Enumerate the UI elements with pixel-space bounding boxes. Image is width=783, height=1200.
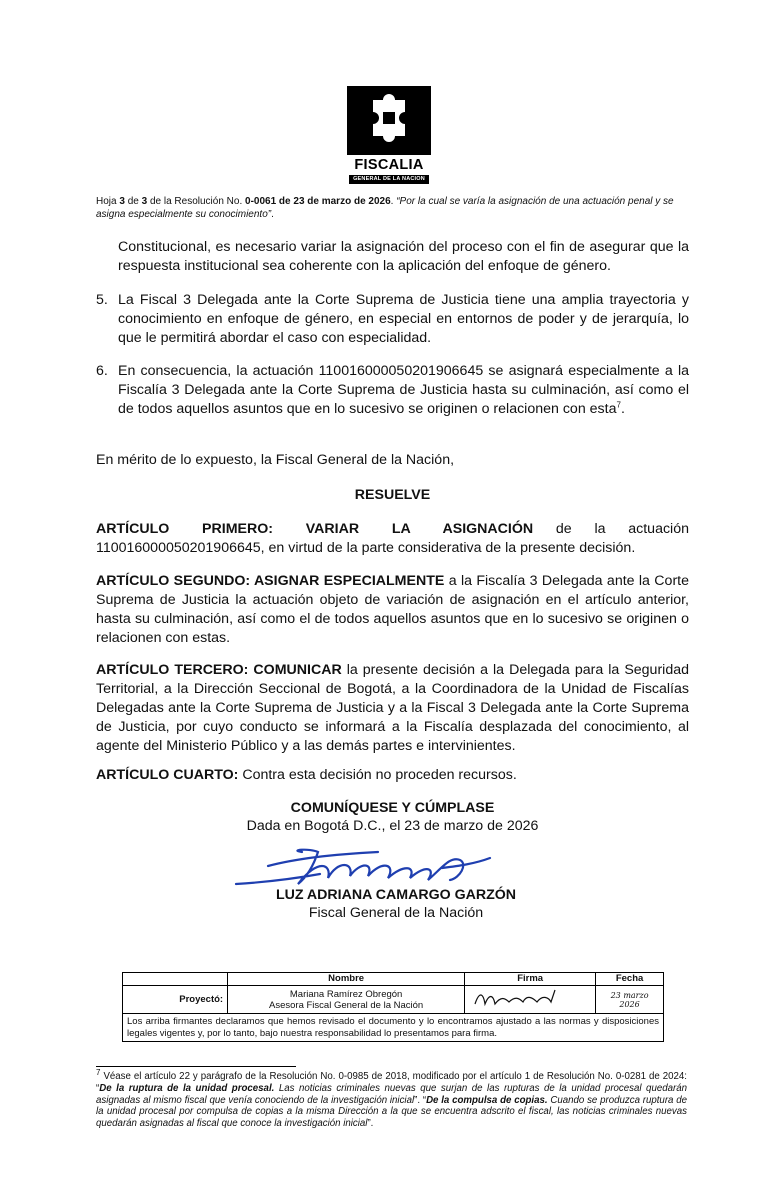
article-3-heading: ARTÍCULO TERCERO: COMUNICAR bbox=[96, 662, 342, 678]
col-header-firma: Firma bbox=[465, 973, 596, 986]
dada-line: Dada en Bogotá D.C., el 23 de marzo de 2026 bbox=[246, 818, 539, 834]
footnote-ref-7: 7 bbox=[616, 400, 621, 410]
item-5-paragraph: La Fiscal 3 Delegada ante la Corte Suprema de Justicia tiene una amplia trayectoria y conocimiento en enfoque de género, en especial en entornos de poder y de jerarquía, lo que le permitirá abordar el caso con especialidad. bbox=[118, 292, 689, 346]
item-6-end: . bbox=[620, 401, 625, 417]
initial-signature-icon bbox=[465, 986, 595, 1010]
item-6-text: En consecuencia, la actuación 110016000050201906645 se asignará especialmente a la Fiscalía 3 Delegada ante la Corte Suprema de Justicia hasta su culminación, así como el de todos aquellos asuntos que en lo sucesivo se originen o relacionen con esta bbox=[118, 363, 689, 417]
article-2-heading: ARTÍCULO SEGUNDO: ASIGNAR ESPECIALMENTE bbox=[96, 573, 445, 589]
article-1-heading: ARTÍCULO PRIMERO: VARIAR LA ASIGNACIÓN bbox=[96, 521, 534, 537]
footnote-intro: Véase el artículo 22 y parágrafo de la Resolución No. 0-0985 de 2018, modificado por el artículo 1 de Resolución No. 0-0281 de 2024: “ bbox=[96, 1071, 687, 1094]
signature-cell bbox=[465, 986, 596, 1014]
article-2 bbox=[96, 572, 689, 648]
header-separator: . bbox=[390, 196, 397, 207]
col-header-nombre: Nombre bbox=[228, 973, 465, 986]
page-current: 3 bbox=[119, 196, 125, 207]
page-header bbox=[96, 196, 696, 221]
article-3-text: la presente decisión a la Delegada para la Seguridad Territorial, a la Dirección Seccional de Bogotá, a la Coordinadora de la Unidad de Fiscalías Delegadas ante la Corte Suprema de Justicia y a la Fiscal 3 Delegada ante la Corte Suprema de Justicia, por cuyo conducto se informará a la Fiscalía desplazada del conocimiento, al agente del Ministerio Público y a las demás partes e intervinientes. bbox=[96, 662, 689, 754]
page-total: 3 bbox=[141, 196, 148, 207]
page-of: de bbox=[124, 196, 142, 207]
fiscalia-logo bbox=[347, 86, 431, 186]
article-4-text: Contra esta decisión no proceden recursos. bbox=[238, 767, 517, 783]
footnote-term-1: De la ruptura de la unidad procesal. bbox=[99, 1082, 275, 1094]
resolution-number: 0-0061 de 23 de marzo de 2026 bbox=[245, 196, 391, 207]
logo-subtitle: GENERAL DE LA NACION bbox=[349, 175, 429, 184]
footnote-term-2: De la compulsa de copias. bbox=[426, 1094, 548, 1106]
article-1-text: de la actuación 110016000050201906645, en virtud de la parte considerativa de la presente decisión. bbox=[96, 521, 689, 556]
item-6-paragraph bbox=[118, 362, 689, 419]
article-4-heading: ARTÍCULO CUARTO: bbox=[96, 767, 239, 783]
responsibility-note: Los arriba firmantes declaramos que hemos revisado el documento y lo encontramos ajustado a las normas y disposiciones legales vigentes y, por lo tanto, bajo nuestra responsabilidad lo presentamos para firma. bbox=[123, 1014, 664, 1042]
merito-paragraph: En mérito de lo expuesto, la Fiscal General de la Nación, bbox=[96, 452, 455, 468]
signature-date: 23 marzo 2026 bbox=[596, 986, 664, 1014]
item-6-number: 6. bbox=[96, 363, 108, 379]
person-role: Asesora Fiscal General de la Nación bbox=[269, 999, 424, 1011]
footnote-mark: 7 bbox=[96, 1067, 101, 1077]
signer-title: Fiscal General de la Nación bbox=[308, 905, 484, 921]
footnote-divider bbox=[96, 1066, 296, 1067]
row-label-proyecto: Proyectó: bbox=[123, 986, 228, 1014]
article-4 bbox=[96, 766, 689, 785]
footnote-text-1: Las noticias criminales nuevas que surjan de las rupturas de la unidad procesal quedarán asignadas al mismo fiscal que venía conociendo de la investigación inicial bbox=[96, 1082, 687, 1106]
logo-wordmark: FISCALIA bbox=[354, 157, 424, 173]
resuelve-heading: RESUELVE bbox=[354, 487, 431, 503]
puzzle-logo-icon bbox=[347, 86, 431, 155]
resolution-subject: “Por la cual se varía la asignación de una actuación penal y se asigna especialmente su conocimiento” bbox=[96, 196, 674, 220]
article-3 bbox=[96, 661, 689, 756]
comuniquese-heading: COMUNÍQUESE Y CÚMPLASE bbox=[290, 800, 495, 816]
table-header-row bbox=[123, 973, 664, 986]
person-cell bbox=[228, 986, 465, 1014]
signer-name: LUZ ADRIANA CAMARGO GARZÓN bbox=[275, 887, 517, 903]
approval-table bbox=[122, 972, 664, 1042]
footnote-end: ”. bbox=[367, 1118, 374, 1130]
article-1 bbox=[96, 520, 689, 558]
hoja-label: Hoja bbox=[96, 196, 120, 207]
resolution-prefix: de la Resolución No. bbox=[147, 196, 246, 207]
table-note-row bbox=[123, 1014, 664, 1042]
table-row bbox=[123, 986, 664, 1014]
article-2-text: a la Fiscalía 3 Delegada ante la Corte Suprema de Justicia la actuación objeto de variación de asignación en el artículo anterior, hasta su culminación, así como el de todos aquellos asuntos que en lo sucesivo se originen o relacionen con estas. bbox=[96, 573, 689, 646]
footnote-7 bbox=[96, 1067, 687, 1130]
table-header-empty bbox=[123, 973, 228, 986]
continuation-paragraph: Constitucional, es necesario variar la asignación del proceso con el fin de asegurar que la respuesta institucional sea coherente con la aplicación del enfoque de género. bbox=[118, 239, 689, 274]
header-end: . bbox=[271, 208, 274, 220]
col-header-fecha: Fecha bbox=[596, 973, 664, 986]
item-5-number: 5. bbox=[96, 292, 108, 308]
footnote-text-2: Cuando se produzca ruptura de la unidad procesal por compulsa de copias a la misma Dirección a la que se encuentra adscrito el fiscal, las noticias criminales nuevas quedarán asignadas al fiscal que conoce la investigación inicial bbox=[96, 1094, 687, 1130]
person-name: Mariana Ramírez Obregón bbox=[289, 988, 403, 1000]
footnote-mid: ”. “ bbox=[414, 1094, 427, 1106]
